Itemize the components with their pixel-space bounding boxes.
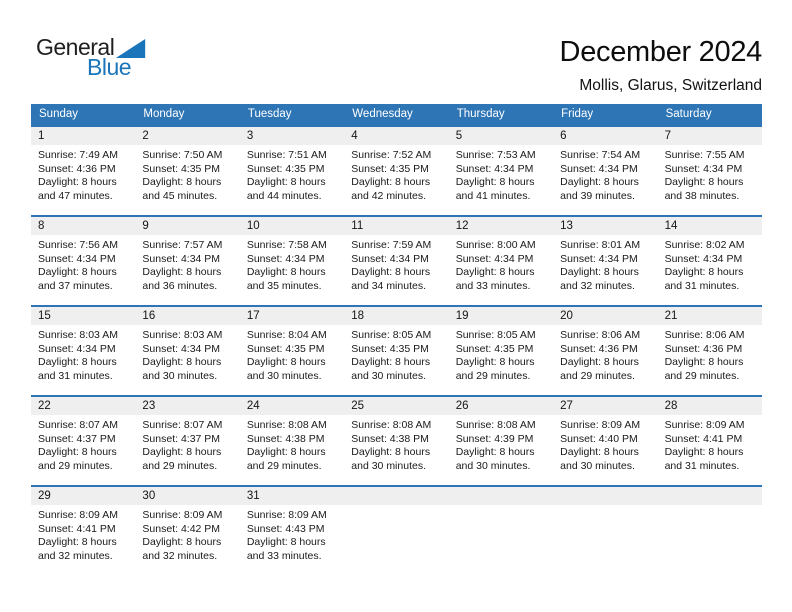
- day-number: 24: [240, 397, 344, 415]
- day-detail-line: Sunrise: 7:58 AM: [246, 239, 327, 251]
- general-blue-logo: [36, 36, 146, 79]
- day-cell: [135, 397, 239, 485]
- day-detail-line: Sunrise: 8:07 AM: [142, 419, 223, 431]
- day-detail-line: Sunrise: 7:49 AM: [38, 149, 118, 161]
- day-detail-line: and 32 minutes.: [560, 279, 635, 292]
- day-detail-line: Daylight: 8 hours: [560, 446, 639, 458]
- day-detail-line: and 31 minutes.: [664, 279, 740, 292]
- day-details: [31, 505, 135, 563]
- day-details: [449, 325, 553, 383]
- day-detail-line: Sunrise: 8:02 AM: [664, 239, 745, 251]
- day-detail-line: Sunset: 4:36 PM: [560, 342, 638, 355]
- day-number: 6: [553, 127, 657, 145]
- day-details: [135, 325, 239, 383]
- day-detail-line: Daylight: 8 hours: [664, 176, 744, 188]
- day-detail-line: Sunrise: 7:50 AM: [142, 149, 223, 161]
- day-detail-line: Sunrise: 8:09 AM: [142, 509, 223, 521]
- day-number: 16: [135, 307, 239, 325]
- day-cell: [344, 307, 448, 395]
- day-details: [31, 235, 135, 293]
- day-detail-line: Sunset: 4:34 PM: [351, 252, 429, 265]
- day-number: 26: [449, 397, 553, 415]
- day-detail-line: Daylight: 8 hours: [142, 176, 222, 188]
- day-cell: [344, 127, 448, 215]
- day-detail-line: Sunrise: 7:57 AM: [142, 239, 223, 251]
- day-cell: [449, 127, 553, 215]
- day-detail-line: Sunset: 4:34 PM: [664, 162, 743, 175]
- day-detail-line: Daylight: 8 hours: [560, 176, 639, 188]
- day-detail-line: Sunset: 4:34 PM: [38, 252, 116, 265]
- day-detail-line: Sunrise: 8:04 AM: [246, 329, 327, 341]
- day-detail-line: Sunrise: 8:08 AM: [351, 419, 432, 431]
- day-detail-line: Sunset: 4:35 PM: [351, 162, 429, 175]
- day-cell: [135, 307, 239, 395]
- day-detail-line: Daylight: 8 hours: [142, 266, 222, 278]
- day-detail-line: Daylight: 8 hours: [142, 356, 222, 368]
- day-cell: [658, 127, 762, 215]
- day-detail-line: Sunrise: 7:52 AM: [351, 149, 432, 161]
- day-number: 15: [31, 307, 135, 325]
- day-cell: [135, 127, 239, 215]
- day-detail-line: Sunrise: 8:07 AM: [38, 419, 118, 431]
- day-detail-line: and 33 minutes.: [246, 549, 322, 562]
- day-number: 22: [31, 397, 135, 415]
- day-detail-line: and 29 minutes.: [38, 459, 113, 472]
- day-detail-line: Daylight: 8 hours: [664, 356, 744, 368]
- day-detail-line: and 29 minutes.: [560, 369, 635, 382]
- day-detail-line: Sunset: 4:39 PM: [455, 432, 534, 445]
- weekday-cell-friday: Friday: [561, 108, 594, 120]
- day-number: 12: [449, 217, 553, 235]
- day-detail-line: Sunrise: 7:51 AM: [246, 149, 327, 161]
- day-detail-line: Daylight: 8 hours: [142, 446, 222, 458]
- page-subtitle: Mollis, Glarus, Switzerland: [579, 77, 762, 94]
- day-detail-line: Sunset: 4:36 PM: [38, 162, 116, 175]
- day-detail-line: and 34 minutes.: [351, 279, 426, 292]
- day-number: 19: [449, 307, 553, 325]
- day-number: 20: [553, 307, 657, 325]
- day-detail-line: Sunrise: 8:09 AM: [664, 419, 745, 431]
- day-details: [135, 145, 239, 203]
- day-detail-line: Sunset: 4:35 PM: [246, 162, 325, 175]
- day-cell: [31, 127, 135, 215]
- day-detail-line: and 29 minutes.: [142, 459, 218, 472]
- day-detail-line: Daylight: 8 hours: [351, 266, 431, 278]
- day-number: 21: [658, 307, 762, 325]
- day-detail-line: Daylight: 8 hours: [38, 266, 117, 278]
- empty-day-cell: [553, 487, 657, 575]
- day-detail-line: Sunrise: 8:05 AM: [351, 329, 432, 341]
- day-details: [344, 145, 448, 203]
- day-detail-line: Sunrise: 8:08 AM: [455, 419, 536, 431]
- day-detail-line: Daylight: 8 hours: [560, 266, 639, 278]
- day-cell: [449, 217, 553, 305]
- logo-text-blue: Blue: [87, 54, 132, 80]
- day-detail-line: and 39 minutes.: [560, 189, 635, 202]
- day-cell: [240, 217, 344, 305]
- day-detail-line: Sunrise: 8:01 AM: [560, 239, 641, 251]
- day-details: [31, 145, 135, 203]
- day-detail-line: Sunset: 4:36 PM: [664, 342, 743, 355]
- day-details: [344, 235, 448, 293]
- day-number: [658, 487, 762, 505]
- day-detail-line: Daylight: 8 hours: [38, 446, 117, 458]
- day-detail-line: and 30 minutes.: [560, 459, 635, 472]
- day-detail-line: Sunset: 4:34 PM: [455, 162, 534, 175]
- day-detail-line: and 37 minutes.: [38, 279, 113, 292]
- day-detail-line: Sunset: 4:34 PM: [38, 342, 116, 355]
- day-number: 3: [240, 127, 344, 145]
- day-detail-line: Daylight: 8 hours: [455, 356, 535, 368]
- day-detail-line: Daylight: 8 hours: [351, 176, 431, 188]
- day-cell: [31, 487, 135, 575]
- day-detail-line: and 29 minutes.: [664, 369, 740, 382]
- day-detail-line: Sunrise: 8:03 AM: [38, 329, 118, 341]
- day-details: [344, 415, 448, 473]
- day-detail-line: Sunrise: 8:09 AM: [38, 509, 118, 521]
- day-detail-line: and 38 minutes.: [664, 189, 740, 202]
- day-detail-line: and 41 minutes.: [455, 189, 531, 202]
- empty-day-cell: [449, 487, 553, 575]
- day-detail-line: Sunset: 4:41 PM: [664, 432, 743, 445]
- day-detail-line: Sunrise: 8:05 AM: [455, 329, 536, 341]
- day-cell: [240, 487, 344, 575]
- day-cell: [344, 397, 448, 485]
- day-cell: [553, 127, 657, 215]
- day-details: [658, 235, 762, 293]
- day-number: [449, 487, 553, 505]
- day-number: [344, 487, 448, 505]
- day-detail-line: Sunrise: 8:03 AM: [142, 329, 223, 341]
- day-detail-line: and 29 minutes.: [246, 459, 322, 472]
- day-detail-line: and 36 minutes.: [142, 279, 218, 292]
- day-details: [240, 415, 344, 473]
- day-detail-line: Sunrise: 8:00 AM: [455, 239, 536, 251]
- day-details: [553, 325, 657, 383]
- day-number: 5: [449, 127, 553, 145]
- day-details: [449, 235, 553, 293]
- day-details: [658, 145, 762, 203]
- day-detail-line: Daylight: 8 hours: [38, 356, 117, 368]
- day-detail-line: Sunrise: 8:09 AM: [560, 419, 641, 431]
- day-detail-line: and 33 minutes.: [455, 279, 531, 292]
- day-cell: [240, 307, 344, 395]
- day-detail-line: Sunrise: 8:08 AM: [246, 419, 327, 431]
- day-number: 30: [135, 487, 239, 505]
- day-number: 29: [31, 487, 135, 505]
- day-number: 23: [135, 397, 239, 415]
- day-details: [344, 505, 448, 509]
- day-number: 1: [31, 127, 135, 145]
- day-detail-line: Sunrise: 7:59 AM: [351, 239, 432, 251]
- weekday-cell-wednesday: Wednesday: [352, 108, 413, 120]
- day-details: [240, 235, 344, 293]
- day-detail-line: Sunrise: 8:09 AM: [246, 509, 327, 521]
- day-number: [553, 487, 657, 505]
- day-cell: [449, 307, 553, 395]
- day-details: [553, 145, 657, 203]
- day-detail-line: and 47 minutes.: [38, 189, 113, 202]
- day-detail-line: Sunset: 4:35 PM: [246, 342, 325, 355]
- day-number: 7: [658, 127, 762, 145]
- week-row: [31, 125, 762, 215]
- day-detail-line: Sunset: 4:35 PM: [142, 162, 221, 175]
- day-cell: [135, 217, 239, 305]
- title-block: [560, 36, 762, 95]
- day-detail-line: Sunset: 4:34 PM: [142, 252, 221, 265]
- day-cell: [658, 217, 762, 305]
- week-row: [31, 305, 762, 395]
- day-detail-line: Daylight: 8 hours: [560, 356, 639, 368]
- weekday-cell-sunday: Sunday: [39, 108, 79, 120]
- day-cell: [344, 217, 448, 305]
- day-detail-line: Sunset: 4:34 PM: [455, 252, 534, 265]
- empty-day-cell: [658, 487, 762, 575]
- day-detail-line: Daylight: 8 hours: [246, 446, 326, 458]
- day-detail-line: and 35 minutes.: [246, 279, 322, 292]
- day-detail-line: Daylight: 8 hours: [38, 536, 117, 548]
- day-details: [658, 505, 762, 509]
- day-detail-line: and 32 minutes.: [38, 549, 113, 562]
- day-detail-line: and 29 minutes.: [455, 369, 531, 382]
- empty-day-cell: [344, 487, 448, 575]
- day-number: 11: [344, 217, 448, 235]
- day-detail-line: and 30 minutes.: [142, 369, 218, 382]
- weekday-cell-thursday: Thursday: [456, 108, 505, 120]
- day-details: [553, 235, 657, 293]
- day-cell: [553, 217, 657, 305]
- day-cell: [658, 397, 762, 485]
- day-detail-line: and 30 minutes.: [246, 369, 322, 382]
- day-details: [449, 505, 553, 509]
- day-detail-line: Sunrise: 8:06 AM: [664, 329, 745, 341]
- calendar-table: [31, 104, 762, 575]
- day-detail-line: Sunset: 4:34 PM: [246, 252, 325, 265]
- day-detail-line: Sunset: 4:43 PM: [246, 522, 325, 535]
- day-details: [553, 415, 657, 473]
- weekday-cell-saturday: Saturday: [665, 108, 712, 120]
- day-number: 25: [344, 397, 448, 415]
- day-detail-line: Daylight: 8 hours: [455, 176, 535, 188]
- day-details: [240, 505, 344, 563]
- day-number: 14: [658, 217, 762, 235]
- day-detail-line: and 30 minutes.: [455, 459, 531, 472]
- day-cell: [240, 127, 344, 215]
- day-detail-line: and 44 minutes.: [246, 189, 322, 202]
- day-details: [449, 415, 553, 473]
- day-detail-line: Sunset: 4:41 PM: [38, 522, 116, 535]
- day-detail-line: Sunset: 4:37 PM: [38, 432, 116, 445]
- logo-text-general: General: [36, 34, 115, 60]
- day-detail-line: Sunrise: 7:54 AM: [560, 149, 641, 161]
- day-cell: [658, 307, 762, 395]
- weekday-cell-tuesday: Tuesday: [247, 108, 292, 120]
- day-detail-line: and 31 minutes.: [38, 369, 113, 382]
- day-detail-line: and 30 minutes.: [351, 459, 426, 472]
- day-details: [658, 325, 762, 383]
- day-detail-line: and 30 minutes.: [351, 369, 426, 382]
- day-detail-line: Sunrise: 7:55 AM: [664, 149, 745, 161]
- day-cell: [553, 307, 657, 395]
- day-detail-line: Sunrise: 7:53 AM: [455, 149, 536, 161]
- day-number: 4: [344, 127, 448, 145]
- day-detail-line: Sunset: 4:34 PM: [560, 252, 638, 265]
- day-number: 10: [240, 217, 344, 235]
- day-detail-line: Daylight: 8 hours: [664, 266, 744, 278]
- day-details: [553, 505, 657, 509]
- day-detail-line: Daylight: 8 hours: [351, 356, 431, 368]
- day-details: [31, 325, 135, 383]
- day-detail-line: Sunset: 4:34 PM: [142, 342, 221, 355]
- day-number: 2: [135, 127, 239, 145]
- day-number: 28: [658, 397, 762, 415]
- day-number: 27: [553, 397, 657, 415]
- day-number: 18: [344, 307, 448, 325]
- weekday-header-row: [31, 104, 762, 125]
- day-detail-line: Sunset: 4:34 PM: [560, 162, 638, 175]
- day-detail-line: Sunset: 4:35 PM: [351, 342, 429, 355]
- day-detail-line: Daylight: 8 hours: [351, 446, 431, 458]
- day-number: 17: [240, 307, 344, 325]
- day-cell: [135, 487, 239, 575]
- day-detail-line: Daylight: 8 hours: [38, 176, 117, 188]
- week-row: [31, 485, 762, 575]
- day-cell: [31, 217, 135, 305]
- day-detail-line: Sunrise: 7:56 AM: [38, 239, 118, 251]
- day-detail-line: Daylight: 8 hours: [246, 266, 326, 278]
- day-number: 31: [240, 487, 344, 505]
- day-detail-line: and 31 minutes.: [664, 459, 740, 472]
- day-detail-line: Sunset: 4:34 PM: [664, 252, 743, 265]
- day-detail-line: Sunset: 4:35 PM: [455, 342, 534, 355]
- day-detail-line: Daylight: 8 hours: [142, 536, 222, 548]
- day-detail-line: Sunset: 4:42 PM: [142, 522, 221, 535]
- weeks-container: [31, 125, 762, 575]
- day-number: 13: [553, 217, 657, 235]
- day-details: [31, 415, 135, 473]
- week-row: [31, 395, 762, 485]
- day-detail-line: Sunset: 4:40 PM: [560, 432, 638, 445]
- day-detail-line: Sunset: 4:38 PM: [351, 432, 429, 445]
- day-cell: [31, 397, 135, 485]
- day-detail-line: Daylight: 8 hours: [664, 446, 744, 458]
- day-cell: [240, 397, 344, 485]
- day-details: [658, 415, 762, 473]
- weekday-cell-monday: Monday: [143, 108, 185, 120]
- day-details: [344, 325, 448, 383]
- day-cell: [449, 397, 553, 485]
- day-detail-line: and 32 minutes.: [142, 549, 218, 562]
- page-title: December 2024: [559, 36, 762, 68]
- day-details: [135, 505, 239, 563]
- day-cell: [31, 307, 135, 395]
- day-details: [240, 145, 344, 203]
- day-detail-line: and 45 minutes.: [142, 189, 218, 202]
- day-details: [135, 235, 239, 293]
- day-details: [449, 145, 553, 203]
- day-detail-line: Sunrise: 8:06 AM: [560, 329, 641, 341]
- week-row: [31, 215, 762, 305]
- day-number: 8: [31, 217, 135, 235]
- day-number: 9: [135, 217, 239, 235]
- day-detail-line: Daylight: 8 hours: [455, 446, 535, 458]
- day-detail-line: Daylight: 8 hours: [246, 356, 326, 368]
- day-detail-line: Sunset: 4:38 PM: [246, 432, 325, 445]
- day-detail-line: Sunset: 4:37 PM: [142, 432, 221, 445]
- day-details: [135, 415, 239, 473]
- day-cell: [553, 397, 657, 485]
- day-details: [240, 325, 344, 383]
- day-detail-line: and 42 minutes.: [351, 189, 426, 202]
- day-detail-line: Daylight: 8 hours: [246, 536, 326, 548]
- day-detail-line: Daylight: 8 hours: [246, 176, 326, 188]
- day-detail-line: Daylight: 8 hours: [455, 266, 535, 278]
